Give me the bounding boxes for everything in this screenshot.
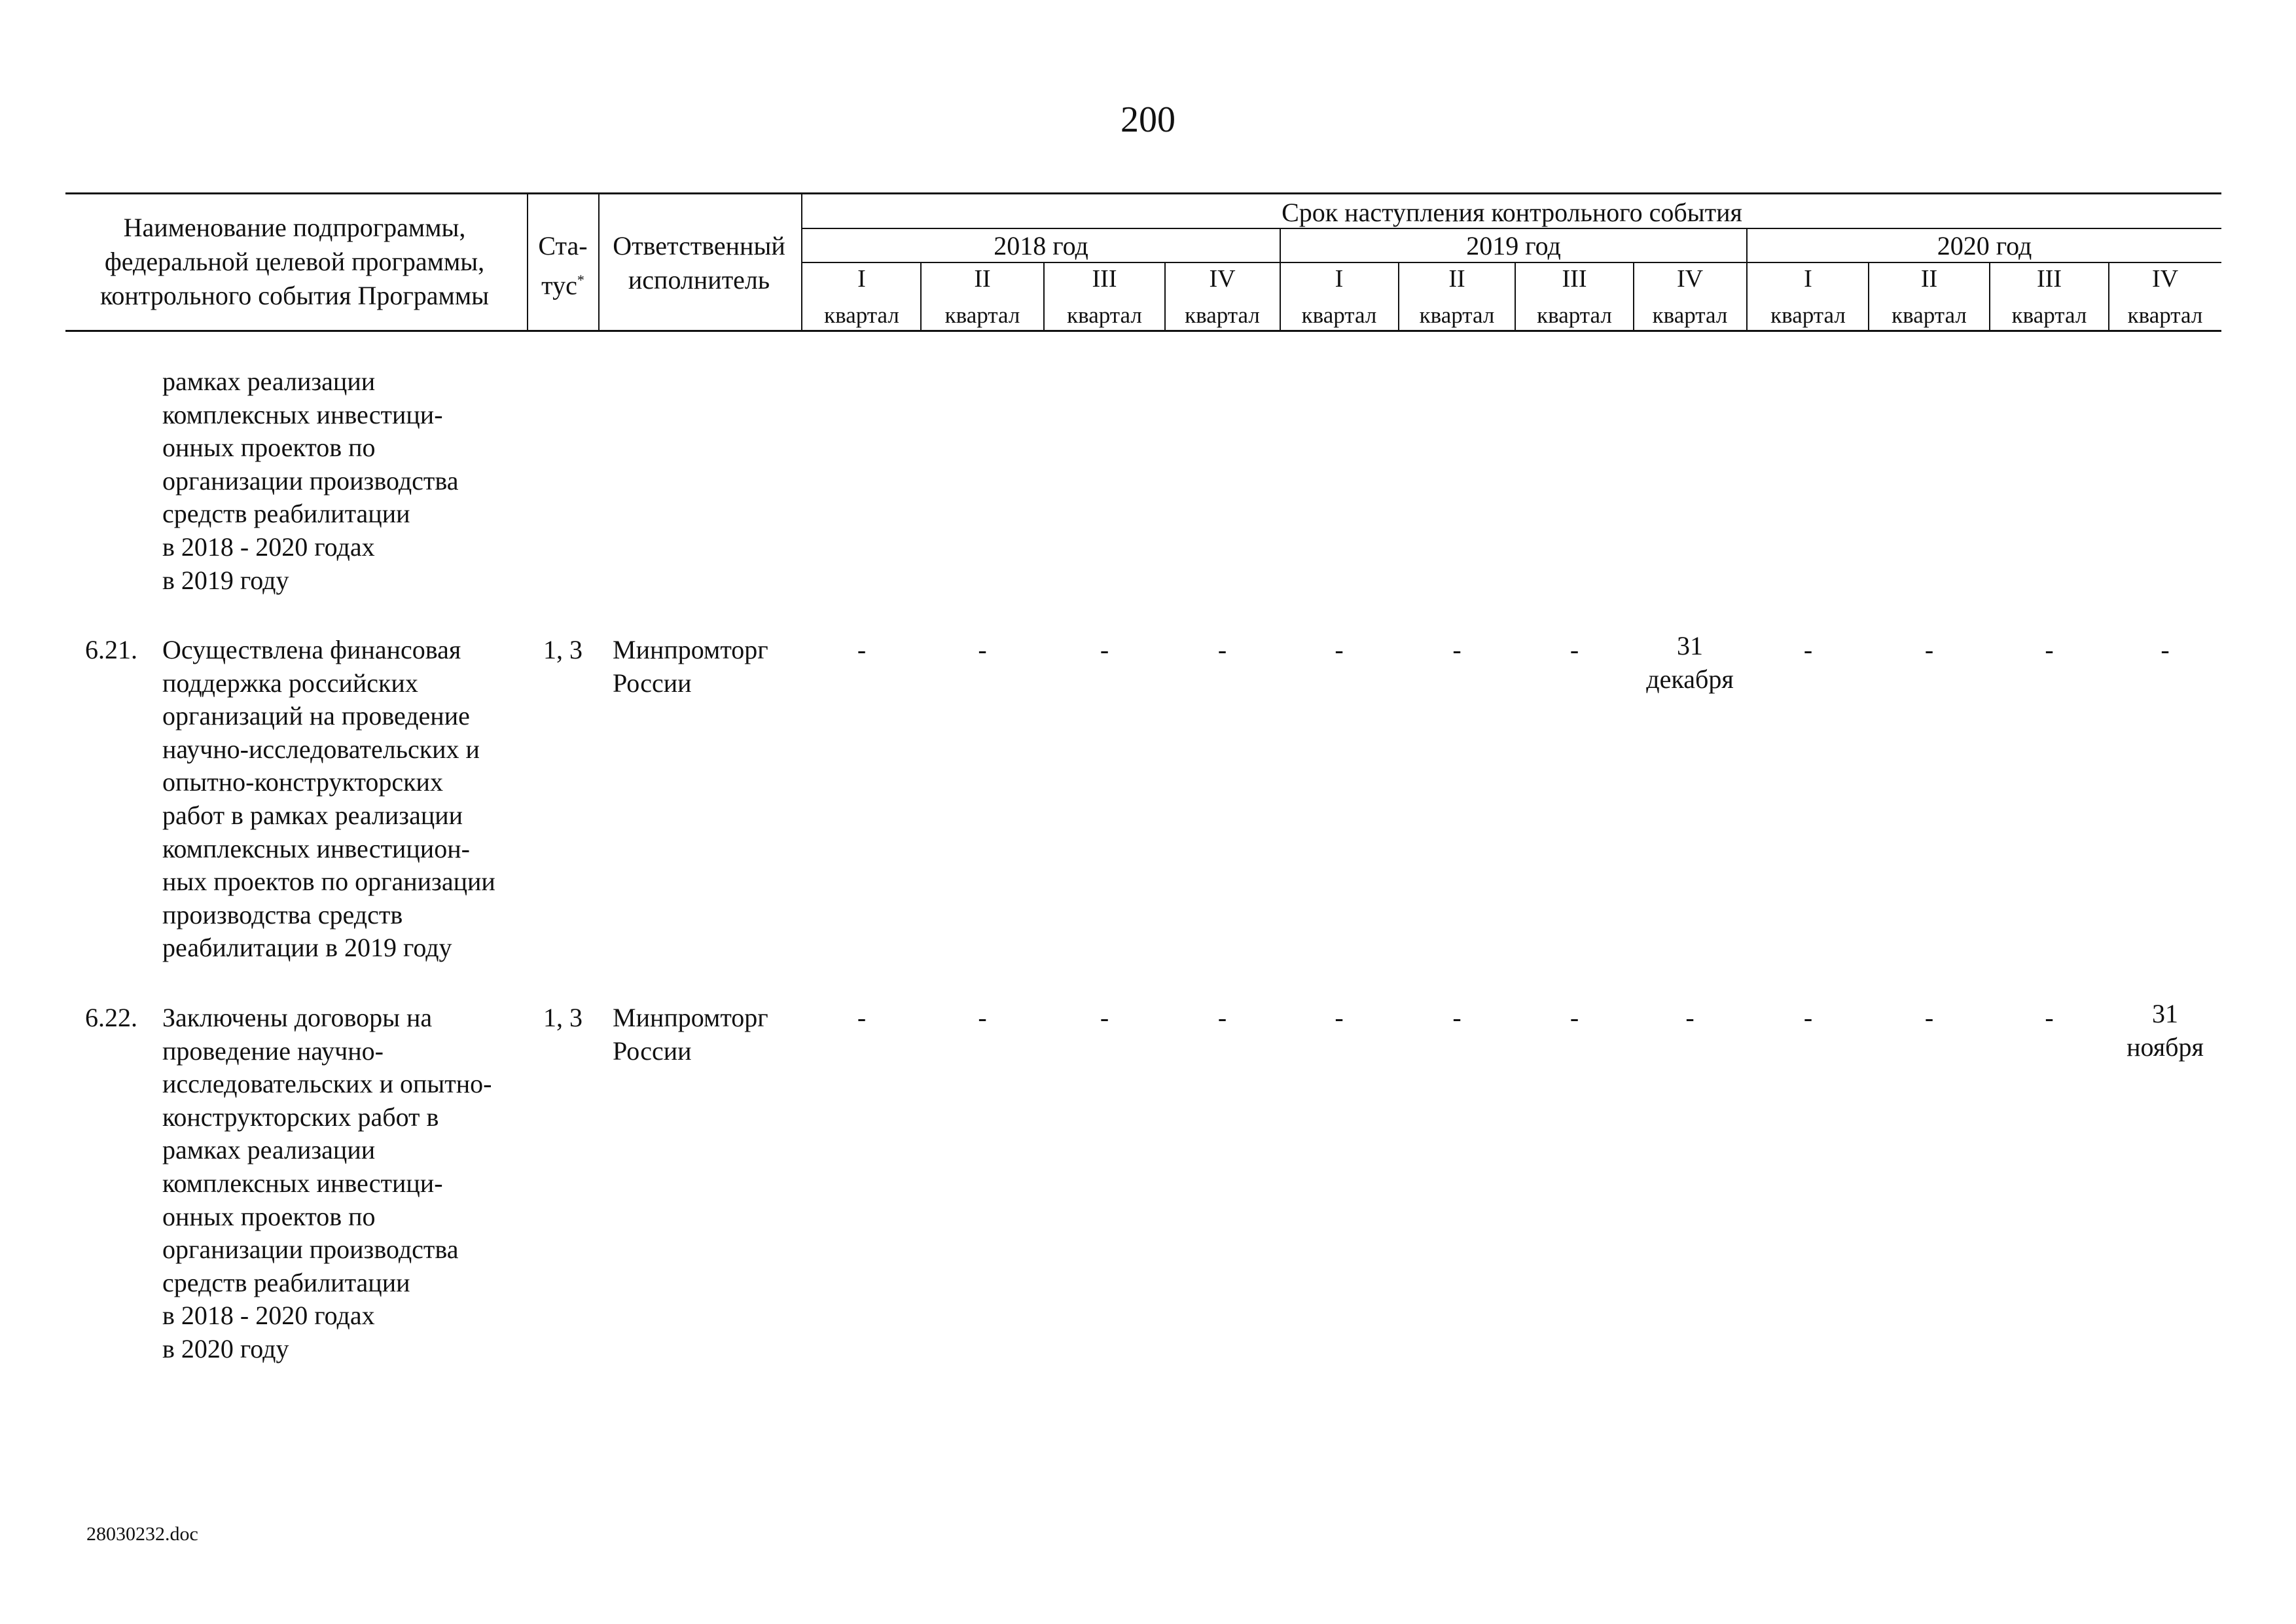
quarter-value: - — [1803, 635, 1813, 664]
quarter-number: IV — [1209, 265, 1236, 293]
quarter-value: 31 ноября — [2126, 999, 2204, 1062]
quarter-value: - — [1924, 1003, 1934, 1032]
quarter-label: квартал — [1770, 302, 1846, 328]
year-underline — [802, 262, 2221, 263]
header-executor-column — [600, 229, 798, 297]
quarter-divider — [2108, 262, 2109, 331]
quarter-value: - — [2045, 635, 2054, 664]
responsible-executor: Минпромторг России — [613, 635, 768, 698]
quarter-value: - — [1100, 1003, 1109, 1032]
quarter-number: I — [1804, 265, 1812, 293]
quarter-number: IV — [2151, 265, 2179, 293]
quarter-label: квартал — [1301, 302, 1377, 328]
event-description: рамках реализации комплексных инвестици- онных проектов по организации производства средств реабилитации в 2018 - 2020 годах в 2019 году — [162, 367, 459, 595]
header-name-column — [65, 211, 524, 313]
quarter-value: - — [1452, 635, 1462, 664]
quarter-number: I — [1335, 265, 1344, 293]
document-code: 28030232.doc — [86, 1523, 198, 1545]
quarter-number: III — [2037, 265, 2062, 293]
quarter-value: - — [1570, 1003, 1579, 1032]
quarter-number: II — [1920, 265, 1938, 293]
quarter-label: квартал — [1185, 302, 1260, 328]
header-status-column — [529, 229, 597, 302]
quarter-number: III — [1092, 265, 1117, 293]
quarter-number: II — [1448, 265, 1465, 293]
quarter-value: - — [978, 1003, 987, 1032]
page-number: 200 — [1121, 99, 1175, 140]
quarter-value: - — [1335, 635, 1344, 664]
header-name-line: Наименование подпрограммы, — [123, 213, 466, 242]
quarter-label: квартал — [1892, 302, 1967, 328]
quarter-value: - — [1335, 1003, 1344, 1032]
event-description: Осуществлена финансовая поддержка российских организаций на проведение научно-исследовательских и опытно-конструкторских работ в рамках реализации комплексных инвестицион- ных проектов по организации производства средств реабилитации в 2019 году — [162, 635, 495, 963]
quarter-value: - — [978, 635, 987, 664]
quarter-number: IV — [1676, 265, 1704, 293]
header-name-line: контрольного события Программы — [99, 281, 490, 310]
quarter-number: I — [857, 265, 866, 293]
header-deadline-title: Срок наступления контрольного события — [1282, 198, 1742, 227]
quarter-divider — [920, 262, 922, 331]
row-status: 1, 3 — [543, 1003, 583, 1032]
quarter-divider — [1868, 262, 1869, 331]
header-name-line: федеральной целевой программы, — [104, 247, 485, 276]
quarter-label: квартал — [1537, 302, 1612, 328]
quarter-number: II — [974, 265, 991, 293]
quarter-label: квартал — [2127, 302, 2203, 328]
quarter-value: - — [2161, 635, 2170, 664]
header-bottom-border — [65, 330, 2221, 332]
quarter-value: - — [1217, 635, 1227, 664]
year-2019: 2019 год — [1466, 231, 1561, 261]
row-number: 6.22. — [85, 1003, 137, 1032]
year-2020: 2020 год — [1937, 231, 2032, 261]
quarter-divider — [1043, 262, 1045, 331]
quarter-label: квартал — [944, 302, 1020, 328]
header-status-line: Ста- — [538, 231, 588, 261]
quarter-number: III — [1562, 265, 1587, 293]
quarter-divider — [1633, 262, 1634, 331]
quarter-value: - — [1570, 635, 1579, 664]
quarter-value: - — [1685, 1003, 1695, 1032]
quarter-value: - — [1100, 635, 1109, 664]
quarter-value: - — [1803, 1003, 1813, 1032]
quarter-value: 31 декабря — [1646, 631, 1734, 694]
row-number: 6.21. — [85, 635, 137, 664]
quarter-value: - — [1924, 635, 1934, 664]
quarter-value: - — [2045, 1003, 2054, 1032]
footnote-mark: * — [577, 272, 584, 288]
header-executor-line: Ответственный — [613, 231, 785, 261]
quarter-value: - — [1217, 1003, 1227, 1032]
quarter-label: квартал — [824, 302, 899, 328]
quarter-divider — [1164, 262, 1166, 331]
quarter-divider — [1398, 262, 1399, 331]
col-divider-name — [527, 194, 528, 331]
header-top-border — [65, 192, 2221, 194]
quarter-value: - — [857, 1003, 867, 1032]
header-executor-line: исполнитель — [628, 265, 770, 295]
quarter-label: квартал — [1652, 302, 1728, 328]
quarter-label: квартал — [1419, 302, 1495, 328]
quarter-label: квартал — [1067, 302, 1142, 328]
event-description: Заключены договоры на проведение научно- исследовательских и опытно- конструкторских работ в рамках реализации комплексных инвестици- онных проектов по организации производства средств реабилитации в 2018 - 2020 годах в 2020 году — [162, 1003, 492, 1363]
quarter-divider — [1515, 262, 1516, 331]
quarter-value: - — [1452, 1003, 1462, 1032]
year-2018: 2018 год — [994, 231, 1088, 261]
row-status: 1, 3 — [543, 635, 583, 664]
quarter-divider — [1989, 262, 1990, 331]
header-status-line: тус — [541, 270, 577, 300]
quarter-value: - — [857, 635, 867, 664]
responsible-executor: Минпромторг России — [613, 1003, 768, 1066]
quarter-label: квартал — [2011, 302, 2087, 328]
